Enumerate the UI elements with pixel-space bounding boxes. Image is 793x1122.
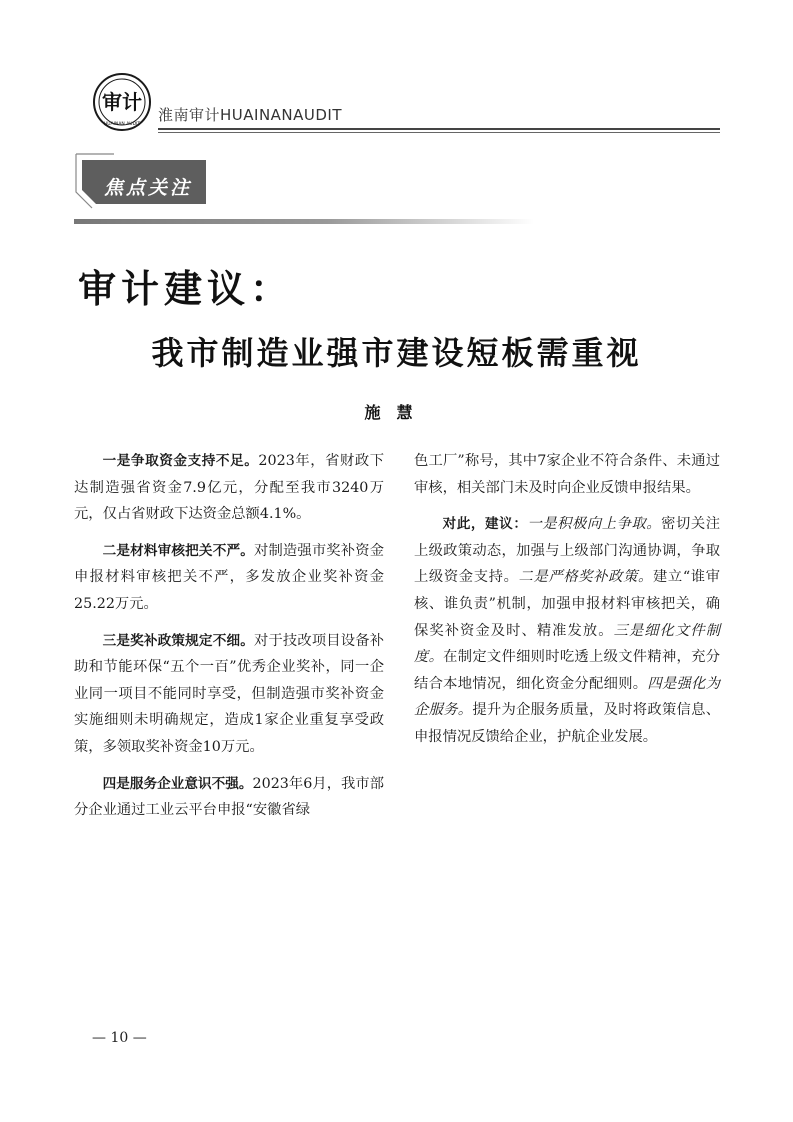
paragraph-keyword: 三是奖补政策规定不细。 — [102, 632, 254, 649]
suggestion-keyword: 一是积极向上争取。 — [527, 516, 662, 533]
paragraph-text: 色工厂”称号，其中7家企业不符合条件、未通过审核，相关部门未及时向企业反馈申报结果。 — [414, 453, 720, 496]
page-header — [82, 68, 720, 138]
suggestion-keyword: 四是强化为企服务。 — [414, 675, 721, 719]
journal-title: 淮南审计HUAINANAUDIT — [158, 106, 343, 124]
recommendations-paragraph — [414, 511, 720, 750]
section-label: 焦点关注 — [103, 177, 192, 199]
paragraph-keyword: 一是争取资金支持不足。 — [102, 453, 259, 469]
paragraph-keyword: 四是服务企业意识不强。 — [102, 775, 253, 792]
article-title-line1: 审计建议： — [78, 267, 294, 311]
section-tab — [74, 152, 214, 210]
paragraph — [414, 448, 720, 501]
header-rule-thick — [158, 128, 720, 130]
article-title-line2: 我市制造业强市建设短板需重视 — [151, 334, 642, 372]
logo-text: 审计 — [102, 90, 142, 114]
section-divider — [74, 219, 534, 224]
page-number: — 10 — — [92, 1030, 147, 1046]
suggestion-keyword: 二是严格奖补政策。 — [518, 569, 653, 586]
paragraph-keyword: 二是材料审核把关不严。 — [102, 542, 254, 559]
paragraph — [74, 448, 384, 528]
paragraph-text: 2023年6月，我市部分企业通过工业云平台申报“安徽省绿 — [74, 775, 384, 819]
suggestion-text: 在制定文件细则时吃透上级文件精神，充分结合本地情况，细化资金分配细则。 — [414, 649, 720, 692]
body-column-left — [74, 448, 384, 834]
body-column-right — [414, 448, 720, 761]
suggestion-text: 建立“谁审核、谁负责”机制，加强申报材料审核把关，确保奖补资金及时、精准发放。 — [414, 569, 721, 639]
paragraph — [74, 628, 384, 761]
article-author: 施慧 — [364, 403, 429, 422]
suggestion-text: 密切关注上级政策动态，加强与上级部门沟通协调，争取上级资金支持。 — [414, 516, 721, 586]
suggestion-text: 提升为企服务质量，及时将政策信息、申报情况反馈给企业，护航企业发展。 — [414, 702, 721, 745]
paragraph-text: 对于技改项目设备补助和节能环保“五个一百”优秀企业奖补，同一企业同一项目不能同时享受，但制造强市奖补资金实施细则未明确规定，造成1家企业重复享受政策，多领取奖补资金10万元。 — [74, 632, 385, 755]
paragraph — [74, 538, 384, 618]
logo-ring-text: HUAINAN AUDIT — [103, 122, 141, 127]
logo-icon — [92, 72, 152, 132]
paragraph — [74, 771, 384, 824]
paragraph-keyword: 对此，建议： — [442, 516, 528, 533]
paragraph-text: 对制造强市奖补资金申报材料审核把关不严，多发放企业奖补资金25.22万元。 — [74, 542, 385, 612]
header-rule-thin — [158, 132, 720, 133]
suggestion-keyword: 三是细化文件制度。 — [414, 622, 721, 666]
paragraph-text: 2023年，省财政下达制造强省资金7.9亿元，分配至我市3240万元，仅占省财政下达资金总额4.1%。 — [74, 453, 384, 523]
